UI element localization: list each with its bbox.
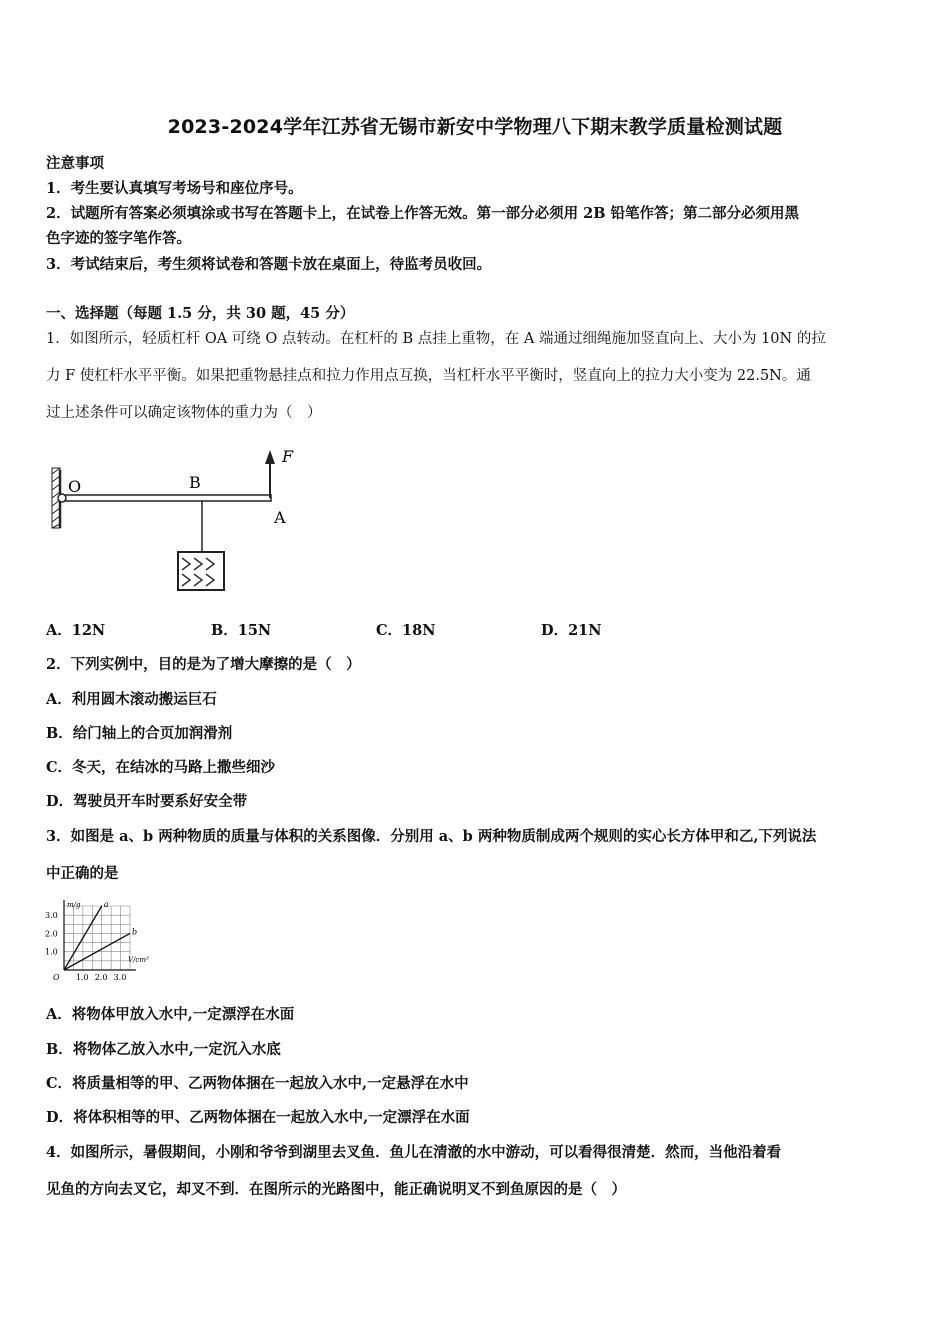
- question-2-option: D．驾驶员开车时要系好安全带: [46, 793, 248, 810]
- x-axis-label: V/cm³: [128, 956, 149, 964]
- notice-item: 3．考试结束后，考生须将试卷和答题卡放在桌面上，待监考员收回。: [46, 256, 492, 273]
- lever-figure: [44, 440, 304, 598]
- series-label-b: b: [132, 927, 138, 937]
- label-b: B: [189, 473, 201, 492]
- page-title: 2023-2024学年江苏省无锡市新安中学物理八下期末教学质量检测试题: [167, 116, 783, 138]
- question-3-option: C．将质量相等的甲、乙两物体捆在一起放入水中,一定悬浮在水中: [46, 1075, 469, 1092]
- question-2-option: B．给门轴上的合页加润滑剂: [46, 725, 233, 742]
- y-axis-label: m/g: [67, 901, 81, 909]
- notice-item: 1．考生要认真填写考场号和座位序号。: [46, 180, 303, 197]
- question-3-line: 中正确的是: [46, 865, 119, 882]
- option-c: C．18N: [376, 622, 436, 639]
- question-2-option: A．利用圆木滚动搬运巨石: [46, 691, 217, 708]
- question-1-line: 力 F 使杠杆水平平衡。如果把重物悬挂点和拉力作用点互换，当杠杆水平平衡时，竖直向上的拉力大小变为 22.5N。通: [46, 368, 811, 384]
- x-tick-label: 2.0: [94, 973, 108, 982]
- y-tick-label: 2.0: [45, 929, 58, 939]
- force-arrow-icon: [265, 450, 275, 464]
- question-3-line: 3．如图是 a、b 两种物质的质量与体积的关系图像．分别用 a、b 两种物质制成两个规则的实心长方体甲和乙,下列说法: [46, 828, 817, 845]
- question-3-option: A．将物体甲放入水中,一定漂浮在水面: [46, 1006, 295, 1023]
- question-1-line: 1．如图所示，轻质杠杆 OA 可绕 O 点转动。在杠杆的 B 点挂上重物，在 A 端通过细绳施加竖直向上、大小为 10N 的拉: [46, 331, 826, 347]
- question-3-option: B．将物体乙放入水中,一定沉入水底: [46, 1041, 281, 1058]
- question-3-option: D．将体积相等的甲、乙两物体捆在一起放入水中,一定漂浮在水面: [46, 1109, 470, 1126]
- y-tick-label: 3.0: [45, 911, 58, 921]
- notice-heading: 注意事项: [46, 155, 104, 172]
- series-label-a: a: [103, 900, 109, 909]
- option-b: B．15N: [211, 622, 272, 639]
- option-d: D．21N: [541, 622, 602, 639]
- notice-item: 色字迹的签字笔作答。: [46, 230, 191, 247]
- chart-axes: [64, 900, 136, 970]
- question-4-line: 4．如图所示，暑假期间，小刚和爷爷到湖里去叉鱼．鱼儿在清澈的水中游动，可以看得很清楚．然而，当他沿着看: [46, 1144, 782, 1161]
- section-heading: 一、选择题（每题 1.5 分，共 30 题，45 分）: [46, 305, 355, 322]
- question-4-line: 见鱼的方向去叉它，却叉不到．在图所示的光路图中，能正确说明叉不到鱼原因的是（ ）: [46, 1181, 626, 1198]
- pivot-point: [58, 494, 66, 502]
- option-a: A．12N: [46, 622, 106, 639]
- x-tick-label: 1.0: [75, 973, 89, 982]
- lever-bar: [62, 495, 271, 501]
- mass-volume-chart: [44, 896, 160, 984]
- origin-label: O: [53, 973, 60, 982]
- question-2-stem: 2．下列实例中，目的是为了增大摩擦的是（ ）: [46, 656, 361, 673]
- x-tick-label: 3.0: [113, 973, 127, 982]
- question-2-option: C．冬天，在结冰的马路上撒些细沙: [46, 759, 276, 776]
- label-f: F: [282, 447, 294, 466]
- chart-grid: [64, 906, 130, 970]
- label-o: O: [68, 477, 82, 496]
- chart-series: [64, 906, 130, 970]
- notice-item: 2．试题所有答案必须填涂或书写在答题卡上，在试卷上作答无效。第一部分必须用 2B 铅笔作答；第二部分必须用黑: [46, 205, 800, 222]
- y-tick-label: 1.0: [45, 947, 58, 957]
- label-a: A: [274, 508, 286, 527]
- question-1-line: 过上述条件可以确定该物体的重力为（ ）: [46, 405, 322, 421]
